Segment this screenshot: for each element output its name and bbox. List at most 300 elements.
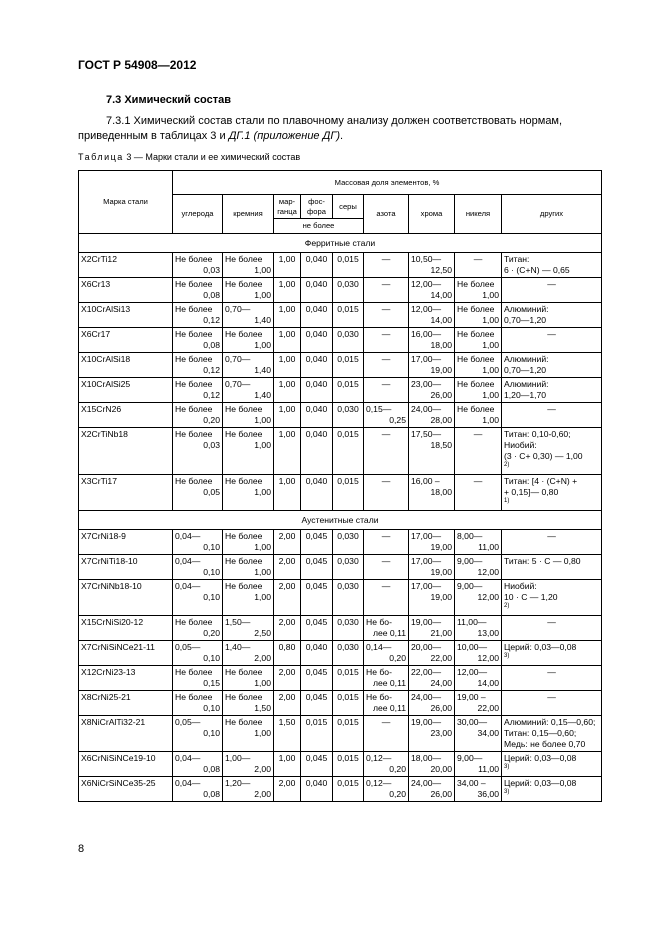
footnote-mark: 3)	[504, 653, 510, 660]
cell-mn: 2,00	[274, 691, 301, 716]
table-row	[79, 641, 602, 666]
cell-n: —	[364, 328, 409, 353]
cell-other: —	[502, 691, 602, 716]
cell-cr	[409, 378, 455, 403]
cell-grade: X7CrNiNb18-10	[79, 580, 173, 616]
cell-grade: X2CrTiNb18	[79, 428, 173, 475]
cell-c	[173, 530, 223, 555]
cell-line: 14,00	[430, 315, 452, 325]
cell-line: 0,70—1,20	[504, 315, 547, 325]
cell-s: 0,015	[333, 428, 364, 475]
table-row	[79, 403, 602, 428]
table-row	[79, 616, 602, 641]
table-row	[79, 328, 602, 353]
cell-mn: 2,00	[274, 666, 301, 691]
cell-line: 0,04—	[175, 778, 201, 788]
header-mn: мар-ганца	[274, 195, 301, 219]
cell-ni	[455, 278, 502, 303]
table-row	[79, 428, 602, 475]
cell-line: Не более	[457, 379, 495, 389]
cell-si	[223, 253, 274, 278]
section-row	[79, 511, 602, 530]
cell-line: 0,20	[203, 628, 220, 638]
cell-mn: 2,00	[274, 616, 301, 641]
cell-line: 0,70—	[225, 354, 251, 364]
cell-n	[364, 403, 409, 428]
cell-cr	[409, 666, 455, 691]
cell-line: Алюминий:	[504, 304, 549, 314]
cell-line: 1,20—	[225, 778, 251, 788]
cell-line: 0,10	[203, 567, 220, 577]
cell-line: 0,20	[389, 653, 406, 663]
cell-other: —	[502, 403, 602, 428]
cell-line: Не более	[225, 329, 263, 339]
cell-cr	[409, 253, 455, 278]
cell-mn: 1,00	[274, 428, 301, 475]
cell-line: Не бо-	[366, 667, 392, 677]
cell-line: Не более	[225, 556, 263, 566]
cell-ni	[455, 378, 502, 403]
cell-line: 1,00	[482, 340, 499, 350]
cell-line: Не бо-	[366, 692, 392, 702]
cell-line: 0,10	[203, 653, 220, 663]
cell-line: Не более	[175, 692, 213, 702]
cell-ni	[455, 777, 502, 802]
cell-line: 28,00	[430, 415, 452, 425]
cell-si	[223, 580, 274, 616]
cell-p: 0,045	[301, 752, 333, 777]
cell-line: 0,08	[203, 764, 220, 774]
cell-line: 0,03	[203, 265, 220, 275]
cell-si	[223, 777, 274, 802]
cell-line: Не более	[175, 329, 213, 339]
cell-line: 9,00—	[457, 753, 483, 763]
cell-p: 0,045	[301, 666, 333, 691]
cell-line: 0,04—	[175, 753, 201, 763]
cell-c	[173, 666, 223, 691]
cell-line: 26,00	[430, 390, 452, 400]
cell-line: 2,00	[254, 653, 271, 663]
cell-other: —	[502, 616, 602, 641]
cell-line: 18,50	[430, 440, 452, 450]
cell-p: 0,040	[301, 777, 333, 802]
cell-line: 12,00—	[411, 279, 442, 289]
cell-s: 0,015	[333, 716, 364, 752]
cell-grade: X2CrTi12	[79, 253, 173, 278]
cell-line: Алюминий:	[504, 379, 549, 389]
cell-n	[364, 691, 409, 716]
cell-line: 1,40	[254, 315, 271, 325]
cell-other	[502, 428, 602, 475]
cell-p: 0,040	[301, 303, 333, 328]
cell-line: Не более	[457, 404, 495, 414]
cell-grade: X15CrN26	[79, 403, 173, 428]
table-row	[79, 691, 602, 716]
cell-n: —	[364, 428, 409, 475]
cell-line: Ниобий:	[504, 440, 537, 450]
cell-n: —	[364, 253, 409, 278]
cell-line: Не более	[175, 617, 213, 627]
cell-s: 0,015	[333, 303, 364, 328]
cell-grade: X10CrAlSi18	[79, 353, 173, 378]
cell-line: 1,00	[482, 415, 499, 425]
cell-line: Титан: 0,10-0,60;	[504, 429, 571, 439]
table-row	[79, 475, 602, 511]
cell-line: 0,10	[203, 703, 220, 713]
cell-line: Медь: не более 0,70	[504, 739, 586, 749]
table-row	[79, 278, 602, 303]
cell-line: 36,00	[477, 789, 499, 799]
cell-si	[223, 475, 274, 511]
cell-cr	[409, 691, 455, 716]
cell-line: Алюминий:	[504, 354, 549, 364]
cell-cr	[409, 777, 455, 802]
paragraph-end: .	[340, 130, 344, 142]
cell-line: 16,00 –	[411, 476, 440, 486]
cell-n: —	[364, 303, 409, 328]
table-row	[79, 716, 602, 752]
cell-line: 2,50	[254, 628, 271, 638]
cell-line: 18,00	[430, 340, 452, 350]
header-group: Массовая доля элементов, %	[173, 171, 602, 195]
cell-p: 0,040	[301, 378, 333, 403]
cell-mn: 1,00	[274, 403, 301, 428]
cell-line: 0,12—	[366, 778, 392, 788]
cell-line: 0,12	[203, 315, 220, 325]
cell-line: лее 0,11	[372, 678, 406, 688]
cell-mn: 1,50	[274, 716, 301, 752]
cell-c	[173, 278, 223, 303]
cell-n	[364, 777, 409, 802]
cell-line: 17,00—	[411, 556, 442, 566]
cell-p: 0,040	[301, 641, 333, 666]
cell-line: 9,00—	[457, 581, 483, 591]
cell-line: Не более	[175, 354, 213, 364]
cell-line: 14,00	[477, 678, 499, 688]
cell-line: 0,70—	[225, 304, 251, 314]
cell-other: —	[502, 278, 602, 303]
cell-line: Титан: 0,15—0,60;	[504, 728, 577, 738]
cell-n: —	[364, 353, 409, 378]
cell-line: лее 0,11	[372, 628, 406, 638]
document-id: ГОСТ Р 54908—2012	[78, 58, 197, 72]
cell-other	[502, 641, 602, 666]
cell-grade: X6NiCrSiNCe35-25	[79, 777, 173, 802]
cell-ni	[455, 716, 502, 752]
header-grade: Марка стали	[79, 171, 173, 234]
cell-line: Церий: 0,03—0,08	[504, 642, 577, 652]
cell-n	[364, 752, 409, 777]
cell-line: 0,70—1,20	[504, 365, 547, 375]
cell-si	[223, 641, 274, 666]
cell-ni	[455, 691, 502, 716]
cell-line: 12,50	[430, 265, 452, 275]
cell-line: 1,00	[254, 340, 271, 350]
cell-line: 1,00	[254, 440, 271, 450]
cell-line: 22,00	[477, 703, 499, 713]
cell-line: 14,00	[430, 290, 452, 300]
cell-c	[173, 328, 223, 353]
cell-line: Не более	[225, 404, 263, 414]
cell-line: 34,00	[477, 728, 499, 738]
cell-ni	[455, 641, 502, 666]
cell-other	[502, 475, 602, 511]
cell-c	[173, 378, 223, 403]
cell-line: Церий: 0,03—0,08	[504, 753, 577, 763]
cell-line: 1,00	[254, 415, 271, 425]
cell-si	[223, 666, 274, 691]
cell-p: 0,040	[301, 475, 333, 511]
cell-cr	[409, 278, 455, 303]
cell-ni	[455, 555, 502, 580]
cell-ni	[455, 530, 502, 555]
cell-line: 20,00	[430, 764, 452, 774]
cell-c	[173, 641, 223, 666]
cell-line: лее 0,11	[372, 703, 406, 713]
cell-other	[502, 555, 602, 580]
table-row	[79, 777, 602, 802]
section-title-cell: Аустенитные стали	[79, 511, 602, 530]
cell-line: 12,00	[477, 653, 499, 663]
cell-cr	[409, 530, 455, 555]
cell-p: 0,045	[301, 616, 333, 641]
table-caption	[78, 152, 300, 162]
cell-line: 12,00	[477, 567, 499, 577]
cell-line: Церий: 0,03—0,08	[504, 778, 577, 788]
cell-line: Не более	[175, 379, 213, 389]
cell-n	[364, 666, 409, 691]
section-title-cell: Ферритные стали	[79, 234, 602, 253]
table-row	[79, 253, 602, 278]
cell-line: Не более	[175, 304, 213, 314]
cell-other	[502, 378, 602, 403]
cell-line: Не более	[225, 581, 263, 591]
cell-c	[173, 253, 223, 278]
caption-number: 3	[126, 152, 132, 162]
cell-line: 0,04—	[175, 556, 201, 566]
cell-c	[173, 475, 223, 511]
cell-ni	[455, 666, 502, 691]
footnote-mark: 2)	[504, 603, 510, 610]
cell-line: 0,08	[203, 789, 220, 799]
cell-line: 1,20—1,70	[504, 390, 547, 400]
cell-line: 0,20	[203, 415, 220, 425]
cell-mn: 2,00	[274, 555, 301, 580]
cell-grade: X6Cr13	[79, 278, 173, 303]
cell-line: 12,00—	[457, 667, 488, 677]
cell-c	[173, 716, 223, 752]
cell-line: Титан: [4 · (С+N) +	[504, 476, 578, 486]
cell-p: 0,040	[301, 428, 333, 475]
cell-si	[223, 303, 274, 328]
cell-line: + 0,15]— 0,80	[504, 487, 559, 497]
cell-line: 0,12—	[366, 753, 392, 763]
table-row	[79, 666, 602, 691]
cell-n: —	[364, 278, 409, 303]
cell-line: 1,00	[482, 365, 499, 375]
cell-line: 19,00	[430, 592, 452, 602]
cell-cr	[409, 303, 455, 328]
cell-line: 11,00	[478, 542, 499, 552]
cell-other: —	[502, 328, 602, 353]
cell-n: —	[364, 530, 409, 555]
cell-s: 0,030	[333, 616, 364, 641]
cell-line: 0,12	[203, 390, 220, 400]
cell-p: 0,045	[301, 555, 333, 580]
cell-si	[223, 428, 274, 475]
cell-cr	[409, 353, 455, 378]
cell-n: —	[364, 378, 409, 403]
cell-line: 1,40—	[225, 642, 251, 652]
cell-line: 26,00	[430, 703, 452, 713]
cell-line: Не более	[225, 476, 263, 486]
cell-p: 0,040	[301, 353, 333, 378]
cell-line: 19,00	[430, 567, 452, 577]
cell-line: 1,40	[254, 390, 271, 400]
cell-mn: 1,00	[274, 253, 301, 278]
header-cr: хрома	[409, 195, 455, 234]
cell-line: 19,00 –	[457, 692, 486, 702]
table-row	[79, 555, 602, 580]
cell-n: —	[364, 716, 409, 752]
cell-n	[364, 641, 409, 666]
section-row	[79, 234, 602, 253]
header-c: углерода	[173, 195, 223, 234]
cell-line: Титан:	[504, 254, 530, 264]
cell-other	[502, 353, 602, 378]
cell-line: 22,00—	[411, 667, 442, 677]
cell-grade: X7CrNi18-9	[79, 530, 173, 555]
cell-s: 0,030	[333, 580, 364, 616]
cell-line: 0,20	[389, 764, 406, 774]
cell-c	[173, 616, 223, 641]
cell-line: 0,10	[203, 542, 220, 552]
cell-p: 0,040	[301, 328, 333, 353]
cell-p: 0,040	[301, 253, 333, 278]
cell-mn: 2,00	[274, 530, 301, 555]
cell-c	[173, 353, 223, 378]
cell-si	[223, 353, 274, 378]
cell-ni	[455, 353, 502, 378]
cell-ni	[455, 580, 502, 616]
cell-ni	[455, 328, 502, 353]
cell-line: 0,08	[203, 340, 220, 350]
table-row	[79, 580, 602, 616]
cell-line: 18,00	[430, 487, 452, 497]
cell-line: 17,50—	[411, 429, 442, 439]
cell-line: 1,00	[482, 290, 499, 300]
cell-line: 1,00	[482, 315, 499, 325]
cell-line: 0,15	[203, 678, 220, 688]
cell-line: 1,00	[254, 678, 271, 688]
cell-s: 0,015	[333, 691, 364, 716]
cell-line: 30,00—	[457, 717, 488, 727]
cell-line: 0,03	[203, 440, 220, 450]
table-row	[79, 353, 602, 378]
cell-other	[502, 752, 602, 777]
cell-s: 0,015	[333, 353, 364, 378]
cell-n: —	[364, 475, 409, 511]
cell-line: Не более	[225, 279, 263, 289]
cell-s: 0,030	[333, 278, 364, 303]
cell-cr	[409, 328, 455, 353]
cell-s: 0,030	[333, 555, 364, 580]
cell-line: 1,00	[254, 290, 271, 300]
cell-cr	[409, 403, 455, 428]
cell-grade: X7CrNiTi18-10	[79, 555, 173, 580]
cell-c	[173, 777, 223, 802]
cell-line: 0,14—	[366, 642, 392, 652]
cell-line: Не более	[175, 429, 213, 439]
cell-si	[223, 752, 274, 777]
cell-other	[502, 580, 602, 616]
cell-mn: 2,00	[274, 580, 301, 616]
cell-c	[173, 428, 223, 475]
cell-line: Не более	[225, 429, 263, 439]
cell-line: 0,10	[203, 728, 220, 738]
cell-line: 19,00	[430, 542, 452, 552]
cell-grade: X3CrTi17	[79, 475, 173, 511]
cell-other	[502, 303, 602, 328]
cell-mn: 1,00	[274, 475, 301, 511]
cell-line: 1,00	[254, 567, 271, 577]
cell-grade: X6CrNiSiNCe19-10	[79, 752, 173, 777]
cell-line: Не более	[175, 476, 213, 486]
cell-p: 0,045	[301, 530, 333, 555]
cell-s: 0,030	[333, 328, 364, 353]
cell-line: 0,08	[203, 290, 220, 300]
cell-line: Алюминий: 0,15—0,60;	[504, 717, 596, 727]
caption-label: Таблица	[78, 152, 124, 162]
cell-line: 0,25	[389, 415, 406, 425]
cell-line: 8,00—	[457, 531, 483, 541]
cell-line: 1,00	[254, 728, 271, 738]
cell-other	[502, 253, 602, 278]
cell-line: 1,00	[254, 542, 271, 552]
header-si: кремния	[223, 195, 274, 234]
cell-line: Не более	[457, 354, 495, 364]
cell-line: 2,00	[254, 789, 271, 799]
header-s: серы	[333, 195, 364, 219]
cell-line: 10 · С — 1,20	[504, 592, 558, 602]
cell-line: 0,20	[389, 789, 406, 799]
cell-other: —	[502, 666, 602, 691]
page-number: 8	[78, 843, 85, 855]
cell-line: 0,05—	[175, 642, 201, 652]
cell-line: 6 · (С+N) — 0,65	[504, 265, 570, 275]
cell-line: 11,00—	[457, 617, 487, 627]
cell-line: 24,00—	[411, 404, 442, 414]
cell-s: 0,015	[333, 253, 364, 278]
cell-si	[223, 691, 274, 716]
cell-line: 0,04—	[175, 531, 201, 541]
cell-si	[223, 716, 274, 752]
cell-line: 0,10	[203, 592, 220, 602]
cell-cr	[409, 475, 455, 511]
cell-line: 23,00—	[411, 379, 442, 389]
cell-other: —	[502, 530, 602, 555]
cell-line: Не более	[225, 667, 263, 677]
cell-grade: X10CrAlSi25	[79, 378, 173, 403]
cell-line: 0,04—	[175, 581, 201, 591]
cell-other	[502, 716, 602, 752]
cell-line: 2,00	[254, 764, 271, 774]
cell-line: 34,00 –	[457, 778, 486, 788]
cell-line: Не более	[175, 254, 213, 264]
cell-cr	[409, 428, 455, 475]
cell-line: Не более	[457, 279, 495, 289]
cell-c	[173, 403, 223, 428]
